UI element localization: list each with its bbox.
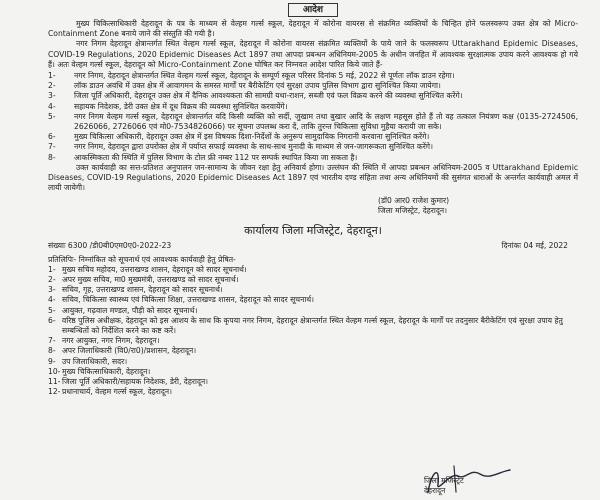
measure-item: 2- लॉक डाउन अवधि में उक्त क्षेत्र में आवागमन के समस्त मार्गों पर बैरीकेटिंग एवं सुरक्षा उपाय पुलिस विभाग द्वारा सुनिश्चित किया जायेगा। — [48, 81, 441, 91]
recipient-item: 9- उप जिलाधिकारी, सदर। — [48, 356, 128, 366]
recipient-item: 2- अपर मुख्य सचिव, मा0 मुख्यमंत्री, उत्तराखण्ड को सादर सूचनार्थ। — [48, 275, 239, 285]
recipient-item: 12- प्रधानाचार्य, वेल्हम गर्ल्स स्कूल, देहरादून। — [48, 387, 173, 397]
measure-item: 6- मुख्य चिकित्सा अधिकारी, देहरादून उक्त क्षेत्र में इस विषयक दिशा-निर्देशों के अनुरूप सामुदायिक निगरानी करवाना सुनिश्चित करेंगे। — [48, 132, 430, 142]
recipient-item: 1- मुख्य सचिव महोदय, उत्तराखण्ड शासन, देहरादून को सादर सूचनार्थ। — [48, 264, 247, 274]
signatory-name: (डॉ0 आर0 राजेश कुमार) — [378, 196, 450, 206]
office-title: कार्यालय जिला मजिस्ट्रेट, देहरादून। — [244, 224, 382, 238]
recipient-item: 8- अपर जिलाधिकारी (वि0/रा0)/प्रशासन, देहरादून। — [48, 346, 197, 356]
recipient-item: 5- आयुक्त, गढ़वाल मण्डल, पौड़ी को सादर सूचनार्थ। — [48, 305, 198, 315]
magistrate-sign-title — [424, 476, 464, 496]
measure-item: 7- नगर निगम, देहरादून द्वारा उपरोक्त क्षेत्र में पर्याप्त सफाई व्यवस्था के साथ-साथ मुनादी के माध्यम से जन-जागरूकता सुनिश्चित करेंगे। — [48, 142, 433, 152]
recipient-item: 3- सचिव, गृह, उत्तराखण्ड शासन, देहरादून को सादर सूचनार्थ। — [48, 285, 223, 295]
recipient-item: 4- सचिव, चिकित्सा स्वास्थ्य एवं चिकित्सा शिक्षा, उत्तराखण्ड शासन, देहरादून को सादर सूचनार्थ। — [48, 295, 315, 305]
recipient-item: 7- नगर आयुक्त, नगर निगम, देहरादून। — [48, 336, 160, 346]
copy-to-heading: प्रतिलिपिः- निम्नांकित को सूचनार्थ एवं आवश्यक कार्यवाही हेतु प्रेषित- — [48, 254, 236, 264]
measure-item: 4- सहायक निदेशक, डेरी उक्त क्षेत्र में दूध विक्रय की व्यवस्था सुनिश्चित करवायेंगे। — [48, 101, 288, 111]
recipients-list — [48, 265, 578, 398]
reference-row — [48, 241, 568, 251]
order-closing-paragraph: उक्त कार्यवाही का सत्त-प्रतिशत अनुपालन जन-सामान्य के जीवन रक्षा हेतु अनिवार्य होगा। उल्लंघन की स्थिति में आपदा प्रबन्धन अधिनियम-2005 व Uttarakhand Epidemic Diseases, COVID-19 Regulations, 2020 Epidemic Diseases Act 1897 एवं भारतीय दण्ड संहिता तथा अन्य अधिनियमों की सुसंगत धाराओं के अन्तर्गत कार्यवाही अमल में लायी जायेगी। — [48, 162, 578, 193]
measure-item: 1- नगर निगम, देहरादून क्षेत्रान्तर्गत स्थित वेल्हम गर्ल्स स्कूल, देहरादून के सम्पूर्ण स्कूल परिसर दिनांक 5 मई, 2022 से पूर्णतः लॉक डाउन रहेगा। — [48, 71, 455, 81]
order-basis-paragraph: नगर निगम देहरादून क्षेत्रान्तर्गत स्थित वेल्हम गर्ल्स स्कूल, देहरादून में कोरोना वायरस संक्रमित व्यक्तियों के पाये जाने के फलस्वरूप Uttarakhand Epidemic Diseases, COVID-19 Regulations, 2020 Epidemic Diseases Act 1897 तथा आपदा प्रबन्धन अधिनियम-2005 के अधीन जनहित में आवश्यक सुरक्षात्मक उपाय करने आवश्यक हो गये हैं। अतः वेल्हम गर्ल्स स्कूल, देहरादून को Micro-Containment Zone घोषित कर निम्नवत आदेश पारित किये जाते हैं- — [48, 39, 578, 69]
signatory-title: जिला मजिस्ट्रेट, देहरादून। — [378, 206, 447, 216]
order-heading: आदेश — [288, 3, 338, 17]
measures-list — [48, 71, 578, 163]
reference-number: संख्याः 6300 /डी0बी0एम0ए0-2022-23 — [48, 241, 172, 251]
magistrate-title-line1: जिला मजिस्ट्रेट — [424, 476, 464, 485]
signatory-block — [378, 196, 578, 216]
reference-date: दिनांकः 04 मई, 2022 — [501, 241, 568, 251]
recipient-item: 6- वरिष्ठ पुलिस अधीक्षक, देहरादून को इस आशय के साथ कि कृपया नगर निगम, देहरादून क्षेत्रान्तर्गत स्थित वेल्हम गर्ल्स स्कूल, देहरादून के मार्गों पर तदनुसार बैरीकेटिंग एवं सुरक्षा उपाय हेतु सम्बन्धितों को निर्देशित करने का कष्ट करें। — [48, 315, 563, 336]
measure-item: 3- जिला पूर्ति अधिकारी, देहरादून उक्त क्षेत्र में दैनिक आवश्यकता की सामग्री यथा-राशन, सब्जी एवं फल विक्रय करने की व्यवस्था सुनिश्चित करेंगे। — [48, 91, 463, 101]
measure-item: 8- आकस्मिकता की स्थिति में पुलिस विभाग के टोल फ्री नम्बर 112 पर सम्पर्क स्थापित किया जा सकता है। — [48, 152, 358, 162]
magistrate-title-line2: देहरादून — [424, 486, 446, 495]
recipient-item: 11- जिला पूर्ति अधिकारी/सहायक निदेशक, डेरी, देहरादून। — [48, 377, 209, 387]
recipient-item: 10- मुख्य चिकित्साधिकारी, देहरादून। — [48, 366, 151, 376]
order-intro-paragraph: मुख्य चिकित्साधिकारी देहरादून के पत्र के माध्यम से वेल्हम गर्ल्स स्कूल, देहरादून में कोरोना वायरस से संक्रमित व्यक्तियों के चिन्हित होने फलस्वरूप उक्त क्षेत्र को Micro-Containment Zone बनाये जाने की संस्तुति की गयी है। — [48, 19, 578, 39]
measure-item: 5- नगर निगम वेल्हम गर्ल्स स्कूल, देहरादून क्षेत्रान्तर्गत यदि किसी व्यक्ति को सर्दी, जुखाम तथा बुखार आदि के लक्षण महसूस होते हैं तो वह तत्काल नियंत्रण कक्ष (0135-2724506, 2626066, 2726066 एवं मो0-7534826066) पर सूचना उपलब्ध करा दें, ताकि तुरन्त चिकित्सा सुविधा मुहैया करायी जा सके। — [48, 111, 578, 132]
